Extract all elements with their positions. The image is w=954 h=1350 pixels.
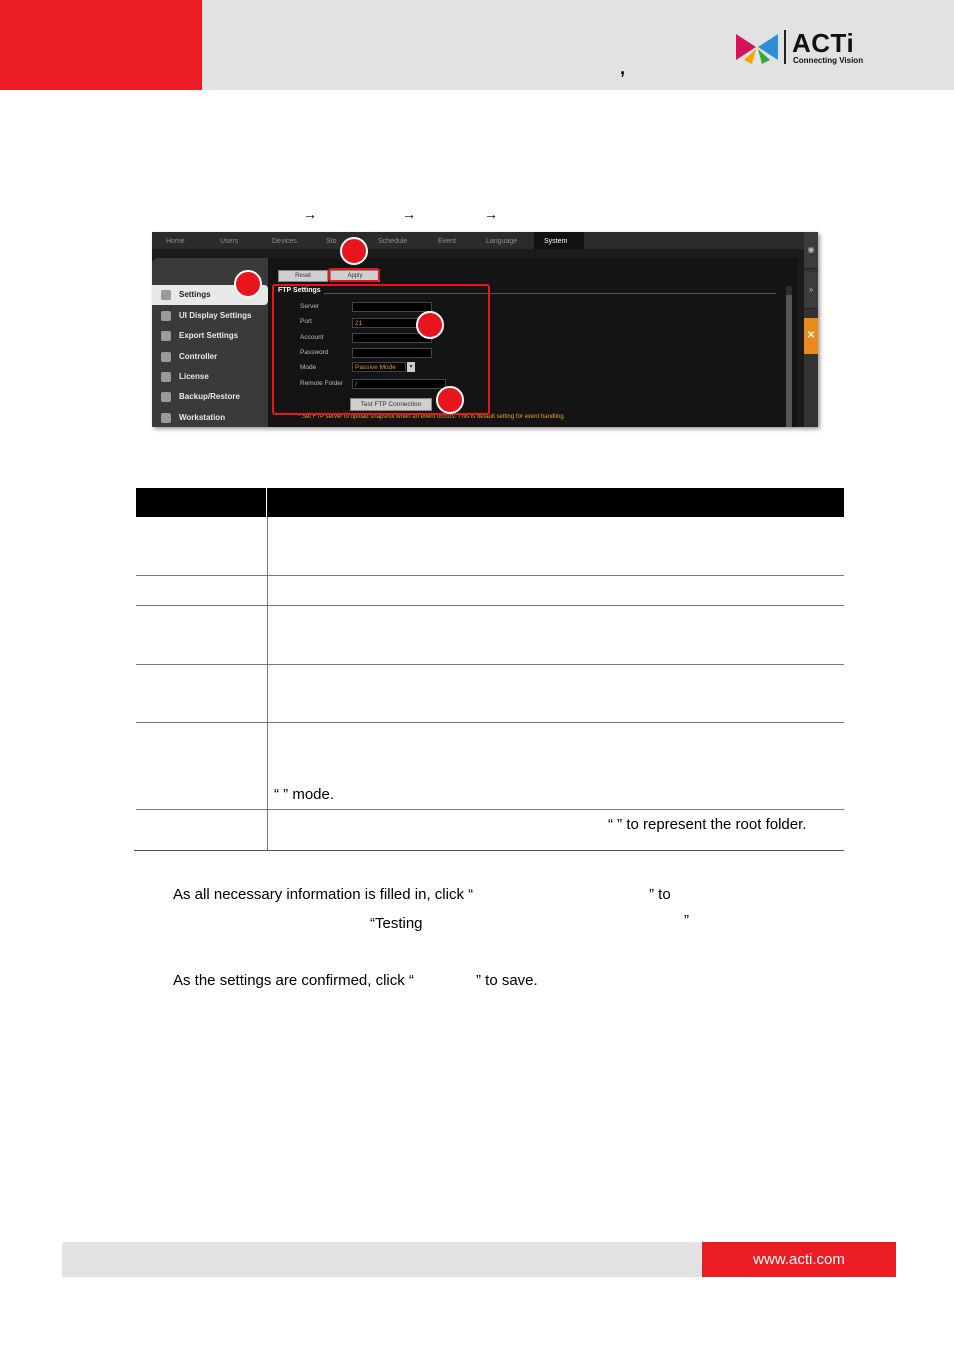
callout-marker — [416, 311, 444, 339]
tab-language[interactable]: Language — [486, 238, 518, 245]
table-column-divider — [267, 517, 268, 850]
export-icon — [161, 331, 171, 341]
tab-event[interactable]: Event — [438, 238, 456, 245]
reset-button[interactable]: Reset — [278, 270, 328, 282]
sidebar-item-settings[interactable]: Settings — [152, 285, 268, 305]
remote-folder-label: Remote Folder — [300, 380, 343, 387]
sidebar-item-controller[interactable]: Controller — [152, 347, 268, 367]
mode-label: Mode — [300, 364, 317, 371]
step-paragraph-testing: “Testing — [370, 915, 423, 932]
display-icon — [161, 311, 171, 321]
sidebar-item-workstation[interactable]: Workstation — [152, 408, 268, 427]
scrollbar-thumb[interactable] — [786, 295, 792, 427]
step-paragraph-quote: ” — [684, 912, 689, 929]
ftp-note: * Set FTP server to upload snapshot when an event occurs. This is default setting for event handling. — [298, 414, 566, 420]
footer-url-link[interactable]: www.acti.com — [702, 1242, 896, 1277]
account-label: Account — [300, 334, 324, 341]
server-label: Server — [300, 303, 320, 310]
test-ftp-connection-button[interactable]: Test FTP Connection — [350, 398, 432, 411]
step-paragraph-end: ” to — [649, 886, 671, 903]
password-label: Password — [300, 349, 329, 356]
brand-name: ACTi — [792, 28, 855, 58]
app-screenshot — [152, 232, 818, 427]
callout-marker — [234, 270, 262, 298]
table-bottom-rule — [134, 850, 844, 851]
save-paragraph-start: As the settings are confirmed, click “ — [173, 972, 414, 989]
brand-tagline: Connecting Vision — [793, 56, 864, 65]
tools-icon[interactable]: ✕ — [804, 318, 818, 354]
ftp-settings-title: FTP Settings — [278, 287, 321, 294]
table-header-divider — [266, 488, 267, 517]
header-mark: , — [620, 58, 626, 78]
tab-home[interactable]: Home — [166, 238, 185, 245]
table-row-divider — [136, 809, 844, 810]
table-remote-folder-text: “ ” to represent the root folder. — [608, 816, 807, 833]
step-paragraph-start: As all necessary information is filled in, click “ — [173, 886, 474, 903]
port-label: Port — [300, 318, 312, 325]
save-paragraph-end: ” to save. — [476, 972, 538, 989]
table-row-divider — [136, 575, 844, 576]
chevron-down-icon[interactable]: ▾ — [407, 362, 415, 372]
table-row-divider — [136, 722, 844, 723]
callout-marker — [340, 237, 368, 265]
joystick-icon — [161, 352, 171, 362]
table-header — [136, 488, 844, 517]
port-input[interactable]: 21 — [352, 318, 432, 328]
sidebar-item-backup[interactable]: Backup/Restore — [152, 387, 268, 407]
sidebar-item-export[interactable]: Export Settings — [152, 326, 268, 346]
callout-marker — [436, 386, 464, 414]
table-row-divider — [136, 664, 844, 665]
mode-select[interactable]: Passive Mode — [352, 362, 406, 372]
tab-users[interactable]: Users — [220, 238, 239, 245]
table-row-divider — [136, 605, 844, 606]
gear-icon — [161, 290, 171, 300]
eye-icon[interactable]: ◉ — [804, 232, 818, 269]
logo-divider — [784, 30, 786, 64]
key-icon — [161, 372, 171, 382]
table-mode-text: “ ” mode. — [274, 786, 335, 803]
folder-icon — [161, 392, 171, 402]
nav-arrow-3: → — [484, 206, 498, 222]
remote-folder-input[interactable]: / — [352, 379, 446, 389]
sidebar-item-license[interactable]: License — [152, 367, 268, 387]
tab-system[interactable]: System — [534, 232, 584, 249]
computer-icon — [161, 413, 171, 423]
tab-devices[interactable]: Devices — [272, 238, 297, 245]
tab-schedule[interactable]: Schedule — [378, 238, 408, 245]
fast-forward-icon[interactable]: » — [804, 272, 818, 309]
tab-storage[interactable]: Sto — [326, 238, 337, 245]
apply-highlight — [328, 268, 380, 282]
nav-arrow-2: → — [402, 206, 416, 222]
nav-arrow-1: → — [303, 206, 317, 222]
acti-butterfly-icon — [734, 30, 780, 64]
apply-button[interactable]: Apply — [330, 270, 380, 282]
sidebar-item-ui-display[interactable]: UI Display Settings — [152, 306, 268, 326]
header-red-block — [0, 0, 202, 90]
